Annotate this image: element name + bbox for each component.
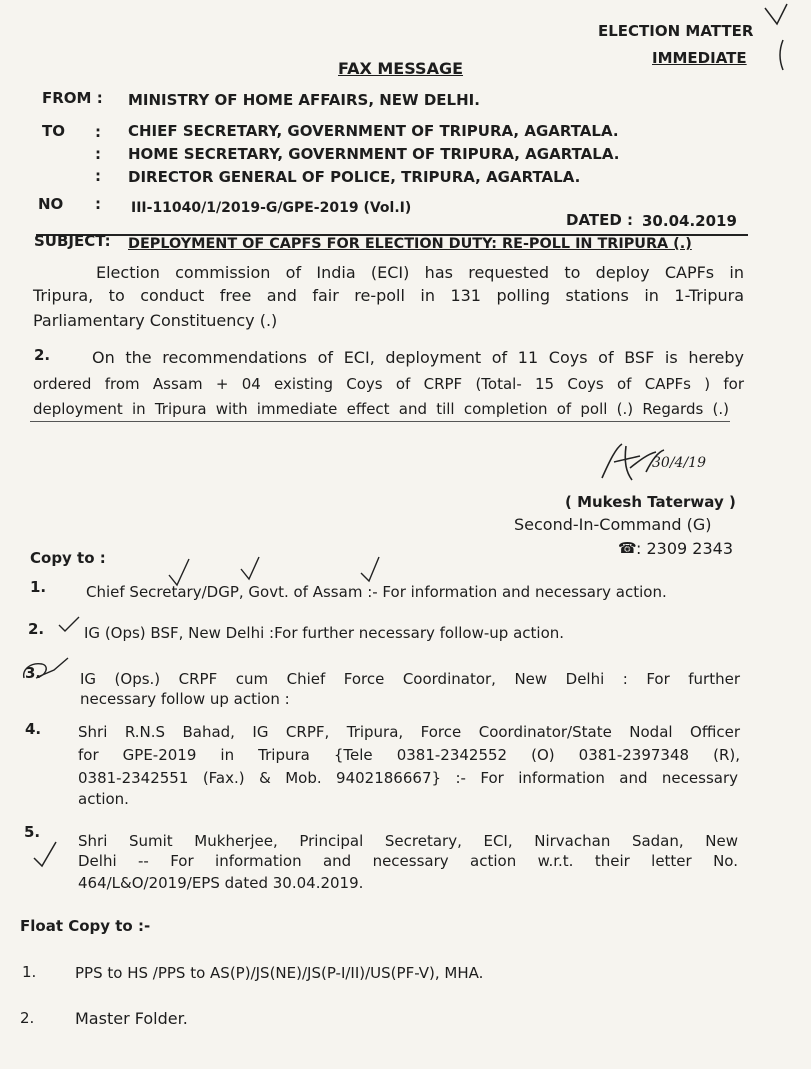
copy-item-text: action.: [78, 790, 129, 808]
copy-item-text: for GPE-2019 in Tripura {Tele 0381-2342552 (O) 0381-2397348 (R),: [78, 746, 740, 764]
document-title: FAX MESSAGE: [338, 59, 464, 78]
from-label: FROM :: [42, 89, 103, 107]
to-recipient: DIRECTOR GENERAL OF POLICE, TRIPURA, AGARTALA.: [128, 168, 581, 186]
to-colon: :: [95, 123, 101, 141]
circled-number-mark: [20, 654, 75, 686]
para2-line: On the recommendations of ECI, deployment of 11 Coys of BSF is hereby: [92, 348, 744, 367]
signatory-phone: : 2309 2343: [636, 539, 733, 558]
para2-number: 2.: [34, 346, 51, 364]
subject-text: DEPLOYMENT OF CAPFS FOR ELECTION DUTY: RE-POLL IN TRIPURA (.): [128, 236, 692, 252]
signature-date: 30/4/19: [652, 455, 706, 471]
copy-item-text: IG (Ops.) CRPF cum Chief Force Coordinator, New Delhi : For further: [80, 670, 740, 688]
float-item-text: PPS to HS /PPS to AS(P)/JS(NE)/JS(P-I/II)/US(PF-V), MHA.: [75, 964, 484, 982]
para2-underline: [30, 421, 730, 422]
copy-item-text: necessary follow up action :: [80, 690, 290, 708]
copy-item-text: 0381-2342551 (Fax.) & Mob. 9402186667} :- For information and necessary: [78, 769, 738, 787]
float-item-number: 1.: [22, 963, 37, 981]
para2-line: deployment in Tripura with immediate effect and till completion of poll (.) Regards (.): [33, 400, 729, 418]
reference-number: III-11040/1/2019-G/GPE-2019 (Vol.I): [131, 200, 412, 216]
copy-item-text: IG (Ops) BSF, New Delhi :For further necessary follow-up action.: [84, 624, 565, 642]
para2-line: ordered from Assam + 04 existing Coys of CRPF (Total- 15 Coys of CAPFs ) for: [33, 375, 744, 393]
signatory-name: ( Mukesh Taterway ): [565, 493, 736, 511]
copy-item-text: Chief Secretary/DGP, Govt. of Assam :- For information and necessary action.: [86, 583, 667, 601]
to-colon: :: [95, 145, 101, 163]
copy-item-number: 2.: [28, 620, 45, 638]
to-label: TO: [42, 122, 65, 140]
to-recipient: HOME SECRETARY, GOVERNMENT OF TRIPURA, AGARTALA.: [128, 145, 620, 163]
classification-label: ELECTION MATTER: [598, 22, 754, 40]
para1-line: Election commission of India (ECI) has requested to deploy CAPFs in: [96, 263, 744, 282]
phone-icon: ☎: [618, 539, 637, 557]
subject-label: SUBJECT:: [34, 232, 111, 250]
float-item-text: Master Folder.: [75, 1009, 188, 1028]
copy-item-number: 4.: [25, 720, 42, 738]
to-recipient: CHIEF SECRETARY, GOVERNMENT OF TRIPURA, AGARTALA.: [128, 122, 619, 140]
copy-item-text: Shri R.N.S Bahad, IG CRPF, Tripura, Force Coordinator/State Nodal Officer: [78, 723, 740, 741]
copy-item-text: 464/L&O/2019/EPS dated 30.04.2019.: [78, 874, 364, 892]
tick-icon: [55, 613, 85, 635]
float-item-number: 2.: [20, 1009, 35, 1027]
tick-marks-icon: [165, 553, 405, 593]
para1-line: Parliamentary Constituency (.): [33, 311, 278, 330]
tick-icon: [30, 838, 60, 870]
dated-value: 30.04.2019: [642, 212, 737, 230]
from-value: MINISTRY OF HOME AFFAIRS, NEW DELHI.: [128, 91, 480, 109]
priority-label: IMMEDIATE: [652, 49, 747, 67]
to-colon: :: [95, 167, 101, 185]
copy-item-number: 1.: [30, 578, 47, 596]
signatory-designation: Second-In-Command (G): [514, 515, 712, 534]
margin-pen-mark: [757, 0, 807, 75]
no-colon: :: [95, 195, 101, 213]
copy-item-text: Shri Sumit Mukherjee, Principal Secretary, ECI, Nirvachan Sadan, New: [78, 832, 738, 850]
float-copy-heading: Float Copy to :-: [20, 917, 151, 935]
copy-item-number: 3.: [25, 664, 42, 682]
copy-item-text: Delhi -- For information and necessary action w.r.t. their letter No.: [78, 852, 738, 870]
no-label: NO: [38, 195, 64, 213]
copy-item-number: 5.: [24, 823, 41, 841]
para1-line: Tripura, to conduct free and fair re-poll in 131 polling stations in 1-Tripura: [33, 286, 744, 305]
copy-to-heading: Copy to :: [30, 549, 106, 567]
dated-label: DATED :: [566, 211, 634, 229]
